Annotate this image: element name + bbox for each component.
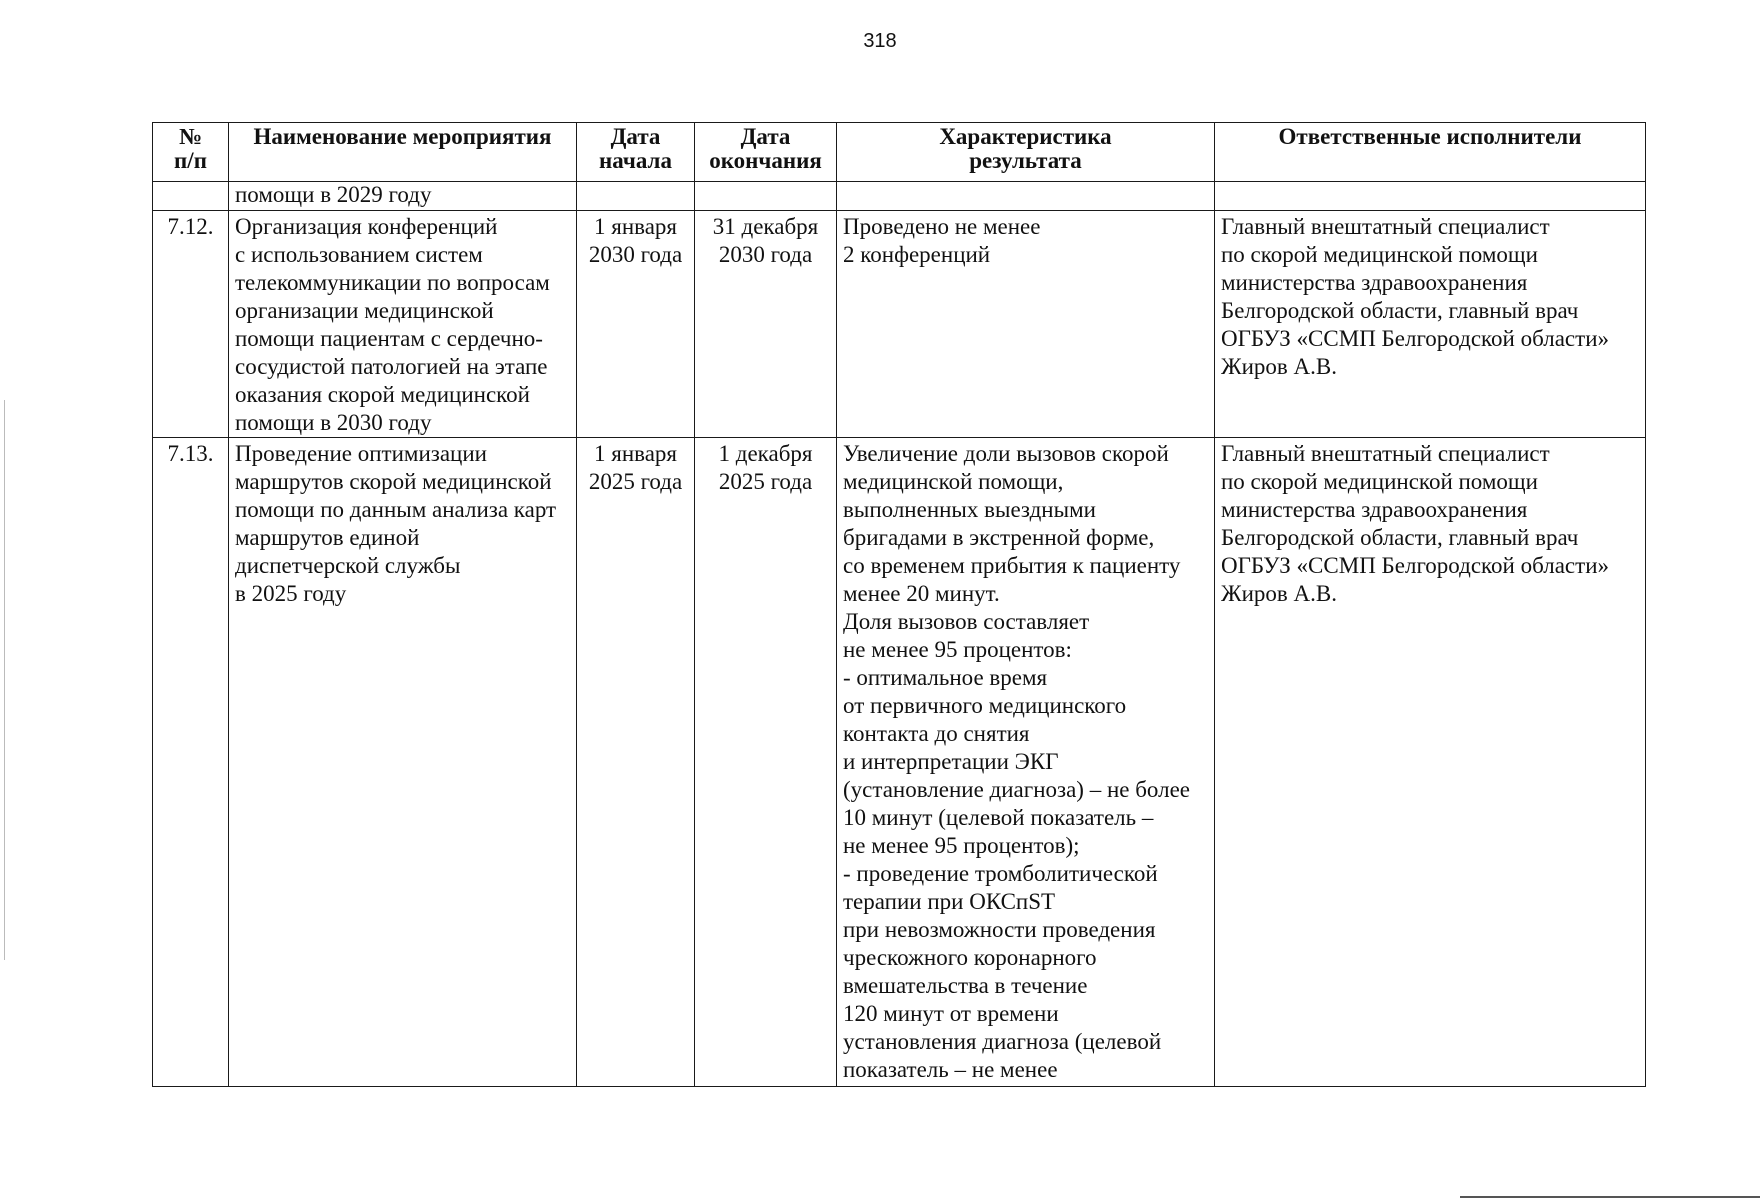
header-start-date: Дата начала (577, 123, 695, 182)
table-body (153, 182, 1646, 1087)
header-result: Характеристика результата (837, 123, 1215, 182)
cell-result (837, 182, 1215, 211)
cell-responsible (1215, 182, 1646, 211)
cell-end-date: 1 декабря 2025 года (695, 438, 837, 1087)
cell-responsible: Главный внештатный специалист по скорой медицинской помощи министерства здравоохранения Белгородской области, главный врач ОГБУЗ «ССМП Белгородской области» Жиров А.В. (1215, 438, 1646, 1087)
header-end-date: Дата окончания (695, 123, 837, 182)
table-header (153, 123, 1646, 182)
cell-start-date (577, 182, 695, 211)
scan-edge-line (4, 400, 5, 960)
page-number: 318 (863, 30, 897, 52)
table-row (153, 438, 1646, 1087)
cell-end-date: 31 декабря 2030 года (695, 211, 837, 438)
cell-activity-name: Проведение оптимизации маршрутов скорой медицинской помощи по данным анализа карт маршрутов единой диспетчерской службы в 2025 году (229, 438, 577, 1087)
table-row-continuation (153, 182, 1646, 211)
cell-number (153, 182, 229, 211)
cell-number: 7.13. (153, 438, 229, 1087)
cell-result: Увеличение доли вызовов скорой медицинской помощи, выполненных выездными бригадами в экстренной форме, со временем прибытия к пациенту менее 20 минут. Доля вызовов составляет не менее 95 процентов: - оптимальное время от первичного медицинского контакта до снятия и интерпретации ЭКГ (установление диагноза) – не более 10 минут (целевой показатель – не менее 95 процентов); - проведение тромболитической терапии при ОКСпST при невозможности проведения чрескожного коронарного вмешательства в течение 120 минут от времени установления диагноза (целевой показатель – не менее (837, 438, 1215, 1087)
cell-responsible: Главный внештатный специалист по скорой медицинской помощи министерства здравоохранения Белгородской области, главный врач ОГБУЗ «ССМП Белгородской области» Жиров А.В. (1215, 211, 1646, 438)
scan-bottom-line (1460, 1196, 1760, 1198)
cell-activity-name: помощи в 2029 году (229, 182, 577, 211)
header-activity-name: Наименование мероприятия (229, 123, 577, 182)
cell-result: Проведено не менее 2 конференций (837, 211, 1215, 438)
header-responsible: Ответственные исполнители (1215, 123, 1646, 182)
cell-start-date: 1 января 2025 года (577, 438, 695, 1087)
cell-activity-name: Организация конференций с использованием систем телекоммуникации по вопросам организации медицинской помощи пациентам с сердечно- сосудистой патологией на этапе оказания скорой медицинской помощи в 2030 году (229, 211, 577, 438)
cell-end-date (695, 182, 837, 211)
header-row (153, 123, 1646, 182)
activities-table (152, 122, 1646, 1087)
table-row (153, 211, 1646, 438)
cell-number: 7.12. (153, 211, 229, 438)
header-number: № п/п (153, 123, 229, 182)
cell-start-date: 1 января 2030 года (577, 211, 695, 438)
